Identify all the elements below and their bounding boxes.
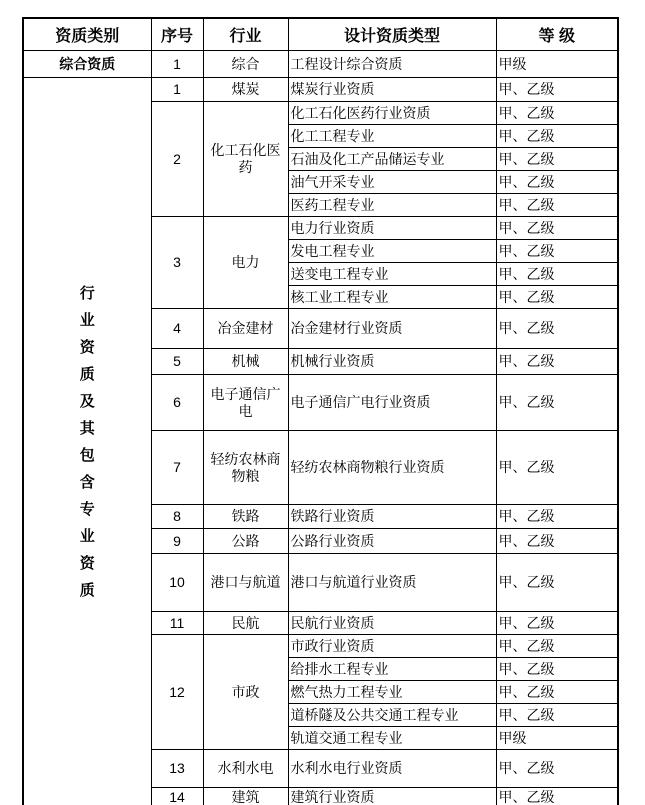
grade-cell: 甲、乙级 <box>496 681 618 704</box>
grade-cell: 甲、乙级 <box>496 349 618 375</box>
serial-cell: 6 <box>151 375 203 431</box>
grade-cell: 甲、乙级 <box>496 704 618 727</box>
type-cell: 建筑行业资质 <box>288 788 496 805</box>
table-row <box>23 51 618 78</box>
type-cell: 电子通信广电行业资质 <box>288 375 496 431</box>
type-cell: 燃气热力工程专业 <box>288 681 496 704</box>
industry-cell: 公路 <box>203 529 288 554</box>
category-cell: 综合资质 <box>23 51 151 78</box>
table-row <box>23 78 618 102</box>
grade-cell: 甲、乙级 <box>496 788 618 805</box>
category-vertical-char: 业 <box>79 312 95 330</box>
industry-cell: 铁路 <box>203 505 288 529</box>
serial-cell: 8 <box>151 505 203 529</box>
table-header <box>23 18 618 51</box>
serial-cell: 10 <box>151 554 203 612</box>
header-cell: 行业 <box>203 18 288 51</box>
type-cell: 港口与航道行业资质 <box>288 554 496 612</box>
serial-cell: 13 <box>151 750 203 788</box>
industry-cell: 煤炭 <box>203 78 288 102</box>
grade-cell: 甲级 <box>496 727 618 750</box>
category-vertical-char: 含 <box>79 474 95 492</box>
grade-cell: 甲、乙级 <box>496 431 618 505</box>
type-cell: 给排水工程专业 <box>288 658 496 681</box>
industry-cell: 电力 <box>203 217 288 309</box>
serial-cell: 2 <box>151 102 203 217</box>
category-vertical-char: 资 <box>79 339 95 357</box>
header-cell: 设计资质类型 <box>288 18 496 51</box>
header-cell: 等 级 <box>496 18 618 51</box>
type-cell: 核工业工程专业 <box>288 286 496 309</box>
header-cell: 资质类别 <box>23 18 151 51</box>
grade-cell: 甲、乙级 <box>496 286 618 309</box>
industry-cell: 水利水电 <box>203 750 288 788</box>
category-vertical-char: 及 <box>79 393 95 411</box>
type-cell: 煤炭行业资质 <box>288 78 496 102</box>
grade-cell: 甲、乙级 <box>496 263 618 286</box>
type-cell: 轨道交通工程专业 <box>288 727 496 750</box>
type-cell: 化工石化医药行业资质 <box>288 102 496 125</box>
industry-cell: 港口与航道 <box>203 554 288 612</box>
category-vertical-char: 包 <box>79 447 95 465</box>
grade-cell: 甲、乙级 <box>496 658 618 681</box>
grade-cell: 甲、乙级 <box>496 505 618 529</box>
type-cell: 铁路行业资质 <box>288 505 496 529</box>
grade-cell: 甲、乙级 <box>496 102 618 125</box>
type-cell: 油气开采专业 <box>288 171 496 194</box>
grade-cell: 甲、乙级 <box>496 612 618 635</box>
category-vertical-char: 质 <box>79 582 95 600</box>
category-vertical-char: 专 <box>79 501 95 519</box>
grade-cell: 甲、乙级 <box>496 750 618 788</box>
industry-cell: 机械 <box>203 349 288 375</box>
category-vertical-char: 其 <box>79 420 95 438</box>
industry-cell: 冶金建材 <box>203 309 288 349</box>
serial-cell: 7 <box>151 431 203 505</box>
grade-cell: 甲、乙级 <box>496 78 618 102</box>
header-cell: 序号 <box>151 18 203 51</box>
serial-cell: 9 <box>151 529 203 554</box>
grade-cell: 甲、乙级 <box>496 148 618 171</box>
serial-cell: 14 <box>151 788 203 805</box>
industry-cell: 电子通信广电 <box>203 375 288 431</box>
type-cell: 工程设计综合资质 <box>288 51 496 78</box>
serial-cell: 12 <box>151 635 203 750</box>
type-cell: 轻纺农林商物粮行业资质 <box>288 431 496 505</box>
grade-cell: 甲、乙级 <box>496 635 618 658</box>
table-body <box>23 51 618 805</box>
industry-cell: 轻纺农林商物粮 <box>203 431 288 505</box>
industry-cell: 化工石化医药 <box>203 102 288 217</box>
header-row <box>23 18 618 51</box>
category-vertical-char: 质 <box>79 366 95 384</box>
grade-cell: 甲、乙级 <box>496 529 618 554</box>
industry-cell: 市政 <box>203 635 288 750</box>
type-cell: 医药工程专业 <box>288 194 496 217</box>
grade-cell: 甲、乙级 <box>496 309 618 349</box>
grade-cell: 甲、乙级 <box>496 125 618 148</box>
serial-cell: 4 <box>151 309 203 349</box>
grade-cell: 甲级 <box>496 51 618 78</box>
type-cell: 石油及化工产品储运专业 <box>288 148 496 171</box>
grade-cell: 甲、乙级 <box>496 194 618 217</box>
serial-cell: 5 <box>151 349 203 375</box>
grade-cell: 甲、乙级 <box>496 217 618 240</box>
serial-cell: 11 <box>151 612 203 635</box>
grade-cell: 甲、乙级 <box>496 554 618 612</box>
category-vertical-char: 行 <box>79 285 95 303</box>
type-cell: 电力行业资质 <box>288 217 496 240</box>
industry-cell: 建筑 <box>203 788 288 805</box>
type-cell: 化工工程专业 <box>288 125 496 148</box>
type-cell: 送变电工程专业 <box>288 263 496 286</box>
serial-cell: 3 <box>151 217 203 309</box>
industry-cell: 综合 <box>203 51 288 78</box>
serial-cell: 1 <box>151 78 203 102</box>
type-cell: 水利水电行业资质 <box>288 750 496 788</box>
category-vertical-char: 资 <box>79 555 95 573</box>
grade-cell: 甲、乙级 <box>496 240 618 263</box>
type-cell: 道桥隧及公共交通工程专业 <box>288 704 496 727</box>
type-cell: 机械行业资质 <box>288 349 496 375</box>
industry-cell: 民航 <box>203 612 288 635</box>
category-cell <box>23 78 151 805</box>
type-cell: 公路行业资质 <box>288 529 496 554</box>
category-vertical-char: 业 <box>79 528 95 546</box>
grade-cell: 甲、乙级 <box>496 375 618 431</box>
type-cell: 冶金建材行业资质 <box>288 309 496 349</box>
type-cell: 民航行业资质 <box>288 612 496 635</box>
grade-cell: 甲、乙级 <box>496 171 618 194</box>
type-cell: 市政行业资质 <box>288 635 496 658</box>
qualification-table <box>22 17 619 805</box>
serial-cell: 1 <box>151 51 203 78</box>
type-cell: 发电工程专业 <box>288 240 496 263</box>
